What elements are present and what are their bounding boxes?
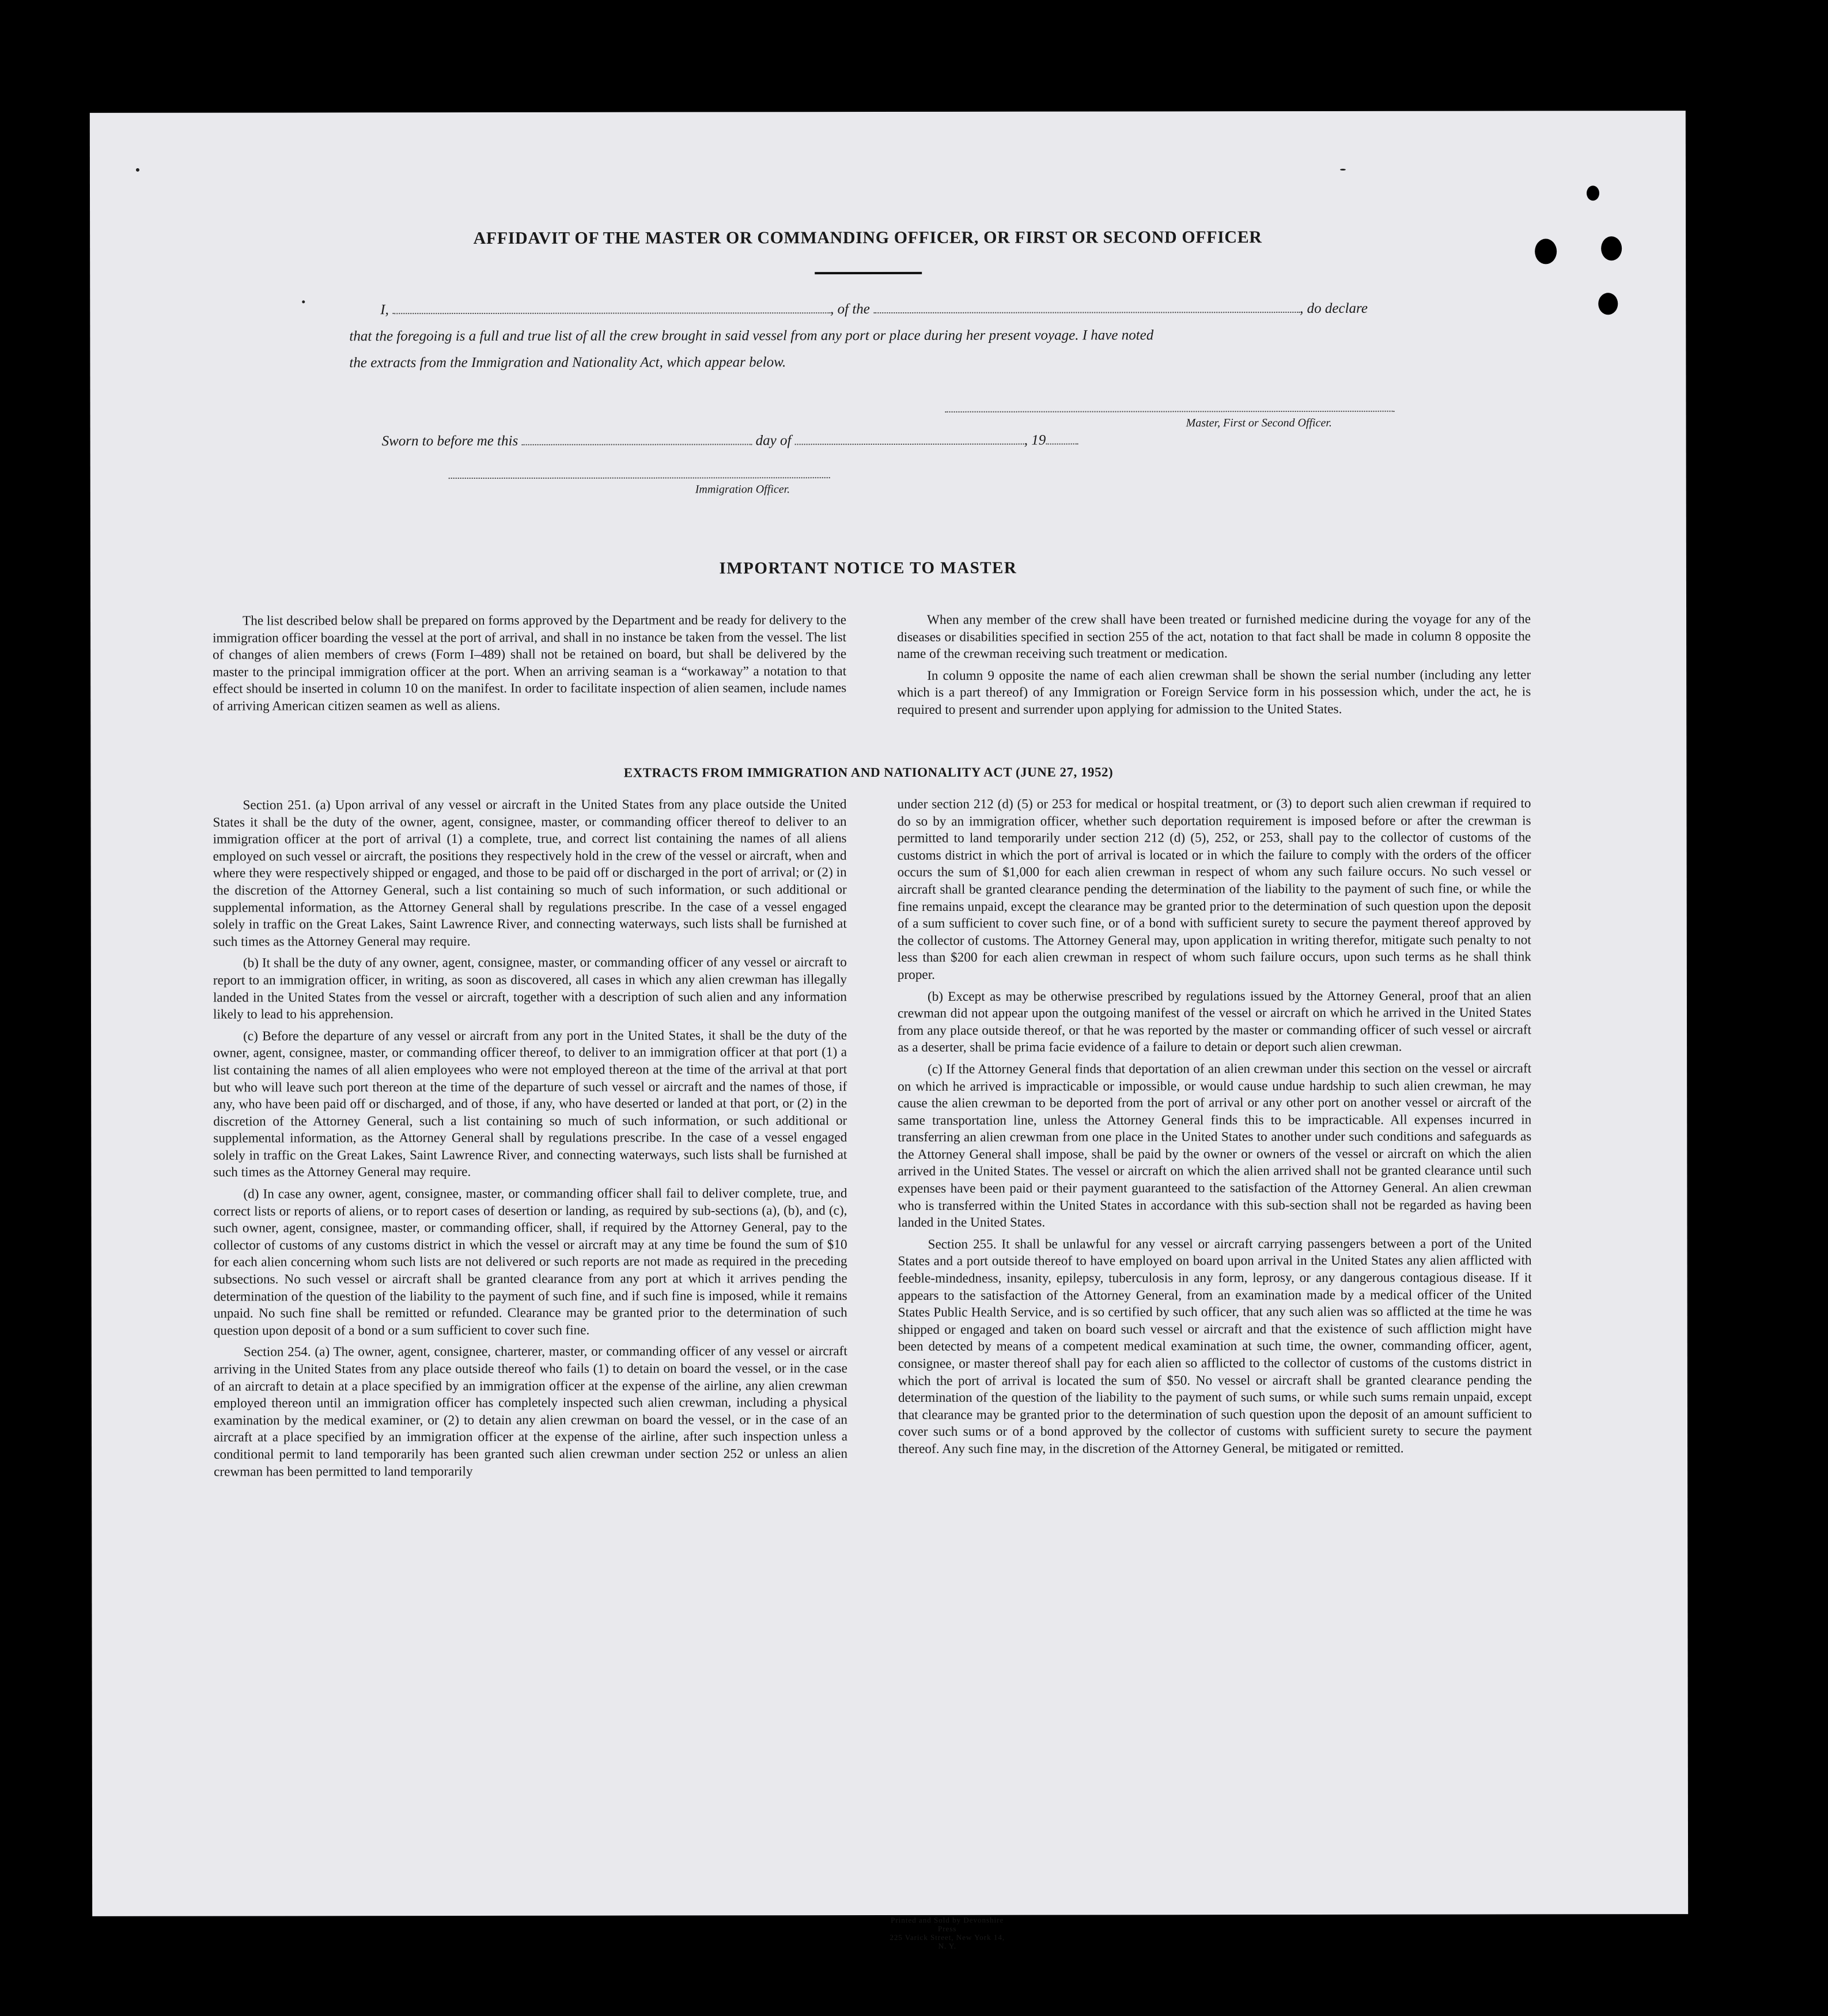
affidavit-line-2: that the foregoing is a full and true list of all the crew brought in said vessel from any port or place during her present voyage. I have noted: [349, 327, 1154, 345]
do-declare-label: , do declare: [1300, 300, 1368, 317]
vessel-blank[interactable]: [873, 311, 1300, 313]
master-signature-line[interactable]: [945, 411, 1395, 413]
notice-title: IMPORTANT NOTICE TO MASTER: [719, 558, 1017, 578]
officer-signature-label: Immigration Officer.: [695, 483, 790, 496]
sworn-line: [382, 427, 1246, 455]
extracts-right-column: [897, 795, 1532, 1462]
notice-right-paragraph-1: When any member of the crew shall have been treated or furnished medicine during the voyage for any of the diseases or disabilities specified in section 255 of the act, notation to that fact shall be made in column 8 opposite the name of the crewman receiving such treatment or medication.: [897, 611, 1531, 662]
section-254-b: (b) Except as may be otherwise prescribed by regulations issued by the Attorney General, proof that an alien crewman did not appear upon the outgoing manifest of the vessel or aircraft on which he arrived in the United States from any place outside thereof, or that he was reported by the master or commanding officer of such vessel or aircraft as a deserter, shall be prima facie evidence of a failure to detain or deport such alien crewman.: [897, 988, 1532, 1056]
sworn-label: Sworn to before me this: [381, 433, 518, 449]
punch-hole: [1598, 293, 1618, 315]
speck: [136, 168, 139, 172]
i-label: I,: [380, 302, 389, 318]
section-251-b: (b) It shall be the duty of any owner, agent, consignee, master, or commanding officer of any vessel or aircraft to report to an immigration officer, in writing, as soon as discovered, all cases in which any alien crewman has illegally landed in the United States from the vessel or aircraft, together with a description of such alien and any information likely to lead to his apprehension.: [213, 955, 847, 1022]
title-divider: [815, 272, 922, 274]
notice-left-paragraph: The list described below shall be prepared on forms approved by the Department and be ready for delivery to the immigration officer boarding the vessel at the port of arrival, and shall in no instance be taken from the vessel. The list of changes of alien members of crews (Form I–489) shall not be retained on board, but shall be delivered by the master to the principal immigration officer at the port. When an arriving seaman is a “workaway” a notation to that effect should be inserted in column 10 on the manifest. In order to facilitate inspection of alien seamen, include names of arriving American citizen seamen as well as aliens.: [213, 612, 847, 714]
speck: [1340, 169, 1346, 171]
extracts-title: EXTRACTS FROM IMMIGRATION AND NATIONALITY ACT (JUNE 27, 1952): [623, 765, 1114, 780]
speck: [302, 300, 305, 303]
printer-imprint: [887, 1916, 1008, 1950]
name-blank[interactable]: [392, 312, 830, 314]
printer-line-2: 225 Varick Street, New York 14, N. Y.: [890, 1932, 1005, 1950]
year-label: , 19: [1024, 432, 1046, 448]
section-255: Section 255. It shall be unlawful for any vessel or aircraft carrying passengers between a port of the United States and a port outside thereof to have employed on board upon arrival in the United States any alien afflicted with feeble-mindedness, insanity, epilepsy, tuberculosis in any form, leprosy, or any dangerous contagious disease. If it appears to the satisfaction of the Attorney General, from an examination made by a medical officer of the United States Public Health Service, and is so certified by such officer, that any such alien was so afflicted at the time he was shipped or engaged and taken on board such vessel or aircraft and that the existence of such affliction might have been detected by means of a competent medical examination at such time, the owner, commanding officer, agent, consignee, or master thereof shall pay for each alien so afflicted to the collector of customs of the customs district in which the port of arrival is located the sum of $50. No vessel or aircraft shall be granted clearance pending the determination of the question of the liability to the payment of such sums, or while such sums remain unpaid, except that clearance may be granted prior to the determination of such question upon the deposit of an amount sufficient to cover such sums or of a bond approved by the collector of customs with sufficient surety to secure the payment thereof. Any such fine may, in the discretion of the Attorney General, be mitigated or remitted.: [898, 1236, 1532, 1457]
document-page: [90, 111, 1688, 1950]
sworn-month-blank[interactable]: [795, 443, 1024, 445]
printer-line-1: Printed and Sold by Devonshire Press: [891, 1915, 1004, 1933]
affidavit-line-3: the extracts from the Immigration and Nationality Act, which appear below.: [349, 354, 786, 371]
notice-right-paragraph-2: In column 9 opposite the name of each alien crewman shall be shown the serial number (including any letter which is a part thereof) of any Immigration or Foreign Service form in his possession which, under the act, he is required to present and surrender upon applying for admission to the United States.: [897, 667, 1531, 717]
notice-right-column: [897, 611, 1531, 723]
extracts-left-column: [213, 796, 847, 1485]
sworn-year-blank[interactable]: [1046, 443, 1078, 445]
notice-left-column: [213, 612, 846, 720]
punch-hole: [1587, 186, 1599, 201]
sworn-day-blank[interactable]: [521, 443, 752, 445]
section-254-c: (c) If the Attorney General finds that deportation of an alien crewman under this section on the vessel or aircraft on which he arrived is impracticable or impossible, or would cause undue hardship to such alien crewman, he may cause the alien crewman to be deported from the port of arrival or any other port on another vessel or aircraft of the same transportation line, unless the Attorney General finds this to be impracticable. All expenses incurred in transferring an alien crewman from one place in the United States to another under such conditions and safeguards as the Attorney General shall impose, shall be paid by the owner or owners of the vessel or aircraft on which the alien arrived in the United States. The vessel or aircraft on which the alien arrived shall not be granted clearance until such expenses have been paid or their payment guaranteed to the satisfaction of the Attorney General. An alien crewman who is transferred within the United States in accordance with this sub-section shall not be regarded as having been landed in the United States.: [898, 1061, 1532, 1231]
section-251-a: Section 251. (a) Upon arrival of any vessel or aircraft in the United States from any place outside the United States it shall be the duty of the owner, agent, consignee, master, or commanding officer thereof to deliver to an immigration officer at the port of arrival (1) a complete, true, and correct list containing the names of all aliens employed on such vessel or aircraft, the positions they respectively hold in the crew of the vessel or aircraft, when and where they were respectively shipped or engaged, and those to be paid off or discharged in the port of arrival; or (2) in the discretion of the Attorney General, such a list containing so much of such information, or such additional or supplemental information, as the Attorney General shall by regulations prescribe. In the case of a vessel engaged solely in traffic on the Great Lakes, Saint Lawrence River, and connecting waterways, such lists shall be furnished at such times as the Attorney General may require.: [213, 797, 847, 950]
master-signature-label: Master, First or Second Officer.: [1186, 416, 1332, 430]
affidavit-title: AFFIDAVIT OF THE MASTER OR COMMANDING OFFICER, OR FIRST OR SECOND OFFICER: [473, 228, 1262, 248]
of-the-label: , of the: [830, 301, 870, 317]
section-251-d: (d) In case any owner, agent, consignee, master, or commanding officer shall fail to deliver complete, true, and correct lists or reports of aliens, or to report cases of desertion or landing, as required by sub-sections (a), (b), and (c), such owner, agent, consignee, master, or commanding officer, shall, if required by the Attorney General, pay to the collector of customs of any customs district in which the vessel or aircraft may at any time be found the sum of $10 for each alien concerning whom such lists are not delivered or such reports are not made as required in the preceding subsections. No such vessel or aircraft shall be granted clearance from any port at which it arrives pending the determination of the question of the liability to the payment of such fine, and if such fine is imposed, while it remains unpaid. No such fine shall be remitted or refunded. Clearance may be granted prior to the determination of such question upon deposit of a bond or a sum sufficient to cover such fine.: [213, 1186, 847, 1338]
section-254-a: Section 254. (a) The owner, agent, consignee, charterer, master, or commanding officer of any vessel or aircraft arriving in the United States from any place outside thereof who fails (1) to detain on board the vessel, or in the case of an aircraft to detain at a place specified by an immigration officer at the expense of the airline, any alien crewman employed thereon until an immigration officer has completely inspected such alien crewman, including a physical examination by the medical examiner, or (2) to detain any alien crewman on board the vessel, or in the case of an aircraft at a place specified by an immigration officer at the expense of the airline, after such inspection unless a conditional permit to land temporarily has been granted such alien crewman under section 252 or unless an alien crewman has been permitted to land temporarily: [213, 1344, 848, 1480]
officer-signature-line[interactable]: [449, 477, 830, 479]
affidavit-line-1: [380, 296, 1484, 324]
section-254-a-continued: under section 212 (d) (5) or 253 for medical or hospital treatment, or (3) to deport such alien crewman if required to do so by an immigration officer, whether such deportation requirement is imposed before or after the crewman is permitted to land temporarily under section 212 (d) (5), 252, or 253, shall pay to the collector of customs of the customs district in which the port of arrival is located or in which the failure to comply with the orders of the officer occurs the sum of $1,000 for each alien crewman in respect of whom any such failure occurs. No such vessel or aircraft shall be granted clearance pending the determination of the liability to the payment of such fine, or while the fine remains unpaid, except the clearance may be granted prior to the determination of such question upon the deposit of a sum sufficient to cover such fine, or of a bond with sufficient surety to secure the payment thereof approved by the collector of customs. The Attorney General may, upon application in writing therefor, mitigate such penalty to not less than $200 for each alien crewman in respect of whom such failure occurs, upon such terms as he shall think proper.: [897, 796, 1531, 982]
section-251-c: (c) Before the departure of any vessel or aircraft from any port in the United States, it shall be the duty of the owner, agent, consignee, master, or commanding officer thereof, to deliver to an immigration officer at that port (1) a list containing the names of all alien employees who were not employed thereon at the time of the arrival at that port but who will leave such port thereon at the time of the departure of such vessel or aircraft and the names of those, if any, who have been paid off or discharged, and of those, if any, who have deserted or landed at that port, or (2) in the discretion of the Attorney General, such a list containing so much of such information, or such additional or supplemental information, as the Attorney General shall by regulations prescribe. In the case of a vessel engaged solely in traffic on the Great Lakes, Saint Lawrence River, and connecting waterways, such lists shall be furnished at such times as the Attorney General may require.: [213, 1027, 847, 1181]
day-of-label: day of: [755, 433, 792, 449]
